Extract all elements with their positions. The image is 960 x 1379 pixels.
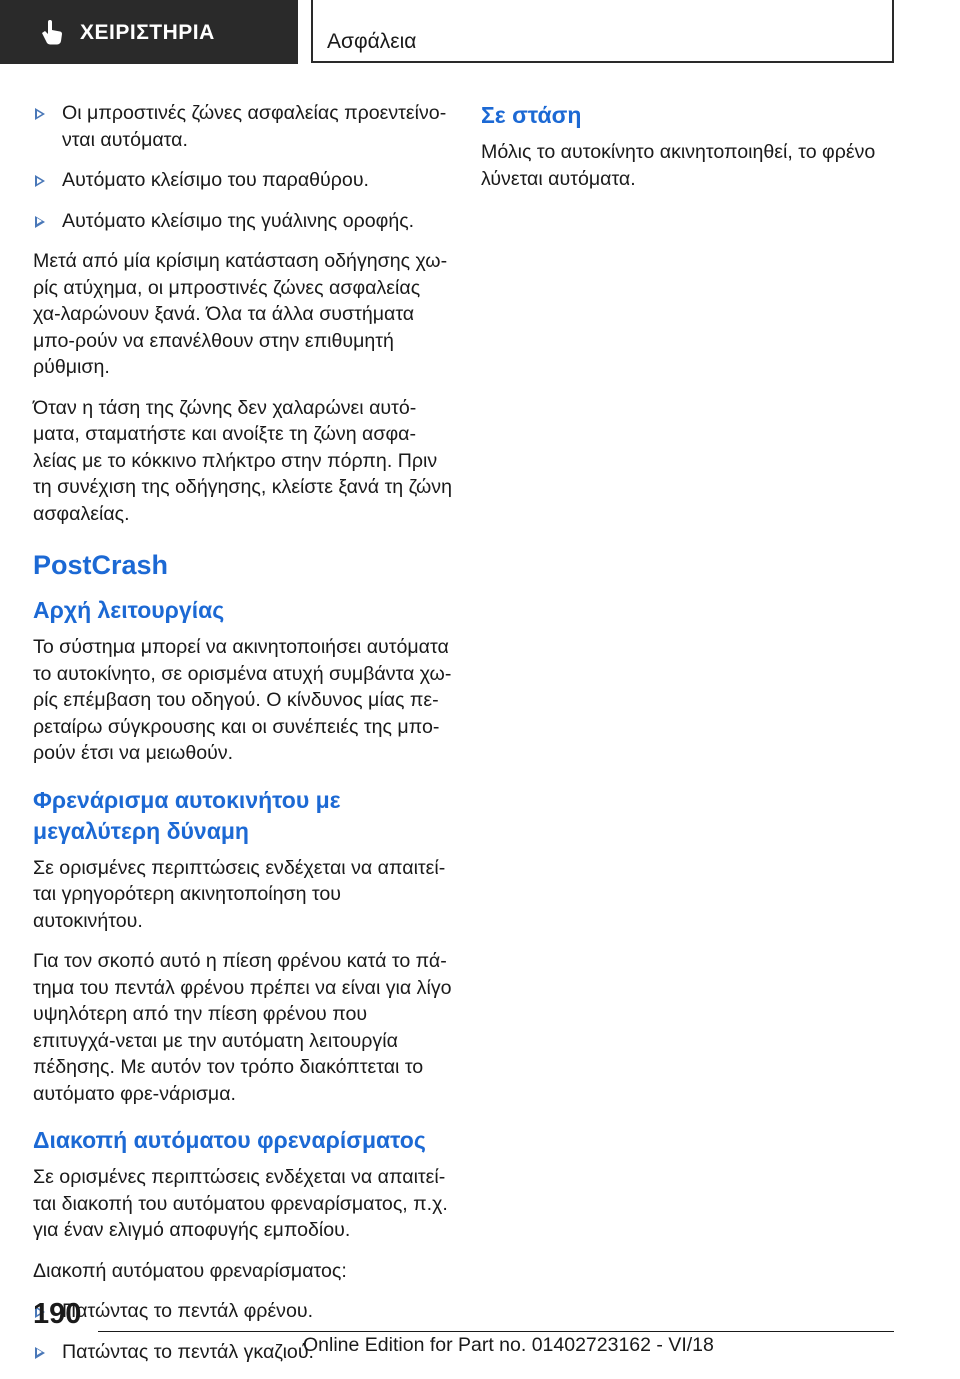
list-item	[33, 100, 453, 153]
hand-pointer-icon	[36, 18, 66, 48]
triangle-bullet-icon	[35, 216, 45, 228]
right-column	[481, 100, 901, 206]
paragraph: Για τον σκοπό αυτό η πίεση φρένου κατά το πά-τημα του πεντάλ φρένου πρέπει να είναι για λίγο υψηλότερη από την πίεση φρένου που επιτυγχά-νεται με την αυτόματη λειτουργία πέδησης. Με αυτόν τον τρόπο διακόπτεται το αυτόματο φρε-νάρισμα.	[33, 950, 452, 1105]
paragraph: Διακοπή αυτόματου φρεναρίσματος:	[33, 1259, 347, 1282]
subsection-title: Σε στάση	[481, 102, 582, 128]
paragraph: Μετά από μία κρίσιμη κατάσταση οδήγησης χω-ρίς ατύχημα, οι μπροστινές ζώνες ασφαλείας χα-λαρώνουν ξανά. Όλα τα άλλα συστήματα μπο-ρούν να επανέλθουν στην επιθυμητή ρύθμιση.	[33, 250, 448, 378]
list-item	[33, 1298, 453, 1325]
list-item-text: Αυτόματο κλείσιμο της γυάλινης οροφής.	[62, 209, 415, 232]
footer-edition: Online Edition for Part no. 01402723162 - VI/18	[303, 1334, 714, 1356]
page-number: 190	[33, 1298, 82, 1330]
triangle-bullet-icon	[35, 108, 45, 120]
list-item-text: Οι μπροστινές ζώνες ασφαλείας προεντείνο-νται αυτόματα.	[62, 102, 447, 151]
paragraph: Σε ορισμένες περιπτώσεις ενδέχεται να απαιτεί-ται διακοπή του αυτόματου φρεναρίσματος, π.χ. για έναν ελιγμό αποφυγής εμποδίου.	[33, 1166, 448, 1241]
triangle-bullet-icon	[35, 1347, 45, 1359]
paragraph: Σε ορισμένες περιπτώσεις ενδέχεται να απαιτεί-ται γρηγορότερη ακινητοποίηση του αυτοκινήτου.	[33, 856, 446, 932]
paragraph: Όταν η τάση της ζώνης δεν χαλαρώνει αυτό-ματα, σταματήστε και ανοίξτε τη ζώνη ασφα-λείας με το κόκκινο πλήκτρο στην πόρπη. Πριν τη συνέχιση της οδήγησης, κλείστε ξανά τη ζώνη ασφαλείας.	[33, 396, 452, 525]
section-title: PostCrash	[33, 550, 169, 580]
section-label: Ασφάλεια	[327, 30, 417, 53]
left-column	[33, 100, 453, 1379]
list-item-text: Πατώντας το πεντάλ γκαζιού.	[62, 1340, 314, 1363]
footer-divider	[98, 1331, 894, 1332]
list-item-text: Πατώντας το πεντάλ φρένου.	[62, 1300, 314, 1322]
subsection-title: Φρενάρισμα αυτοκινήτου με μεγαλύτερη δύναμη	[33, 786, 341, 844]
subsection-title: Διακοπή αυτόματου φρεναρίσματος	[33, 1127, 426, 1153]
manual-nav-tab[interactable]	[0, 0, 298, 64]
subsection-title: Αρχή λειτουργίας	[33, 597, 225, 623]
paragraph: Το σύστημα μπορεί να ακινητοποιήσει αυτόματα το αυτοκίνητο, σε ορισμένα ατυχή συμβάντα χω-ρίς επέμβαση του οδηγού. Ο κίνδυνος μίας πε-ρεταίρω σύγκρουσης και οι συνέπειές της μπο-ρούν έτσι να μειωθούν.	[33, 636, 452, 764]
list-item-text: Αυτόματο κλείσιμο του παραθύρου.	[62, 169, 369, 191]
section-header	[311, 0, 894, 63]
list-item	[33, 208, 453, 235]
paragraph: Μόλις το αυτοκίνητο ακινητοποιηθεί, το φρένο λύνεται αυτόματα.	[481, 141, 876, 190]
triangle-bullet-icon	[35, 175, 45, 187]
manual-nav-label: ΧΕΙΡΙΣΤΗΡΙΑ	[80, 21, 215, 44]
list-item	[33, 167, 453, 194]
